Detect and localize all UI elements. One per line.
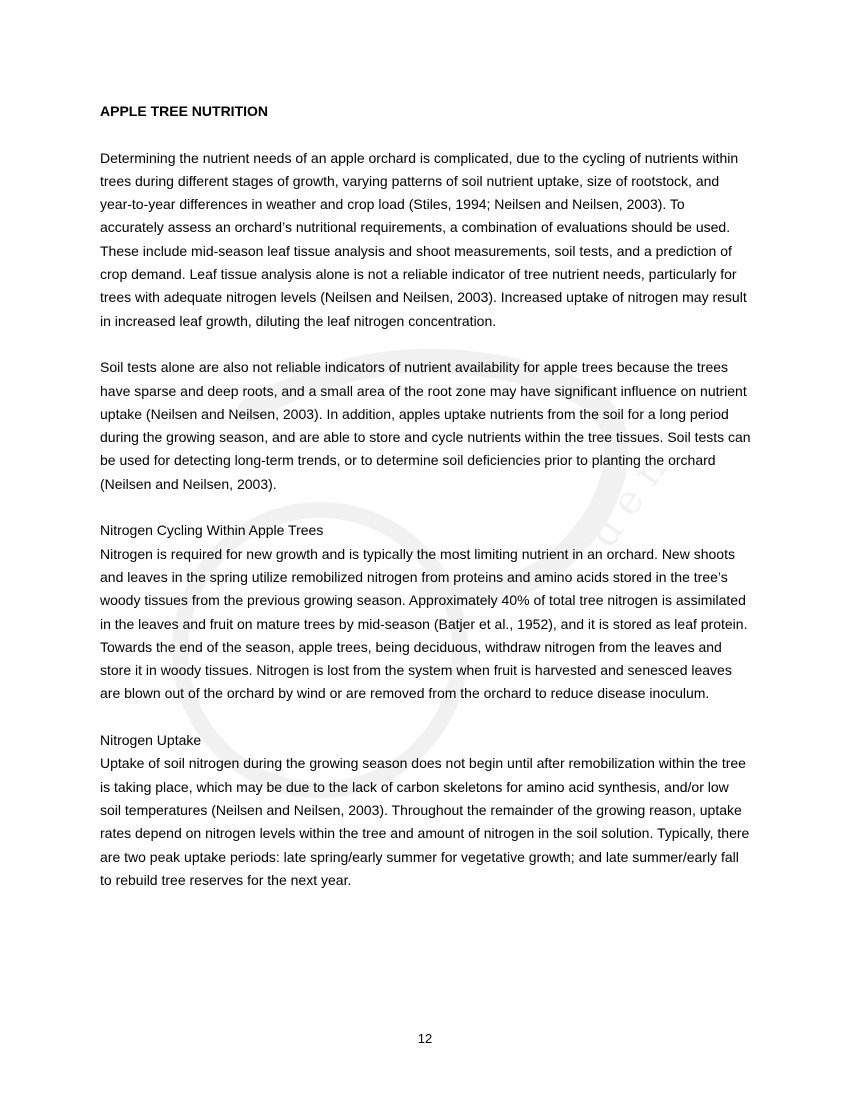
- watermark-letters: d e n: [580, 447, 676, 556]
- section-body-nitrogen-uptake: Uptake of soil nitrogen during the growing season does not begin until after remobilization within the tree is taking place, which may be due to the lack of carbon skeletons for amino acid synthesis, and/or low soil temperatures (Neilsen and Neilsen, 2003). Throughout the remainder of the growing reason, uptake rates depend on nitrogen levels within the tree and amount of nitrogen in the soil solution. Typically, there are two peak uptake periods: late spring/early summer for vegetative growth; and late summer/early fall to rebuild tree reserves for the next year.: [100, 755, 750, 888]
- document-title: APPLE TREE NUTRITION: [100, 103, 269, 119]
- section-body-nitrogen-cycling: Nitrogen is required for new growth and is typically the most limiting nutrient in an orchard. New shoots and leaves in the spring utilize remobilized nitrogen from proteins and amino acids stored in the tree’s woody tissues from the previous growing season. Approximately 40% of total tree nitrogen is assimilated in the leaves and fruit on mature trees by mid-season (Batjer et al., 1952), and it is stored as leaf protein. Towards the end of the season, apple trees, being deciduous, withdraw nitrogen from the leaves and store it in woody tissues. Nitrogen is lost from the system when fruit is harvested and senesced leaves are blown out of the orchard by wind or are removed from the orchard to reduce disease inoculum.: [100, 545, 748, 702]
- paragraph-intro: Determining the nutrient needs of an apple orchard is complicated, due to the cycling of nutrients within trees during different stages of growth, varying patterns of soil nutrient uptake, size of rootstock, and year-to-year differences in weather and crop load (Stiles, 1994; Neilsen and Neilsen, 2003). To accurately assess an orchard’s nutritional requirements, a combination of evaluations should be used. These include mid-season leaf tissue analysis and shoot measurements, soil tests, and a prediction of crop demand. Leaf tissue analysis alone is not a reliable indicator of tree nutrient needs, particularly for trees with adequate nitrogen levels (Neilsen and Neilsen, 2003). Increased uptake of nitrogen may result in increased leaf growth, diluting the leaf nitrogen concentration.: [100, 149, 747, 329]
- section-heading-nitrogen-uptake: Nitrogen Uptake: [100, 732, 202, 749]
- page-number: 12: [417, 1031, 433, 1046]
- section-heading-nitrogen-cycling: Nitrogen Cycling Within Apple Trees: [100, 522, 324, 539]
- paragraph-gap: [100, 333, 752, 356]
- paragraph-soil-tests: Soil tests alone are also not reliable indicators of nutrient availability for apple trees because the trees have sparse and deep roots, and a small area of the root zone may have significant influence on nutrient uptake (Neilsen and Neilsen, 2003). In addition, apples uptake nutrients from the soil for a long period during the growing season, and are able to store and cycle nutrients within the tree tissues. Soil tests can be used for detecting long-term trends, or to determine soil deficiencies prior to planting the orchard (Neilsen and Neilsen, 2003).: [100, 359, 751, 492]
- paragraph-gap: [100, 496, 752, 519]
- document-body: [100, 100, 752, 892]
- paragraph-gap: [100, 706, 752, 729]
- paragraph-gap: [100, 123, 752, 146]
